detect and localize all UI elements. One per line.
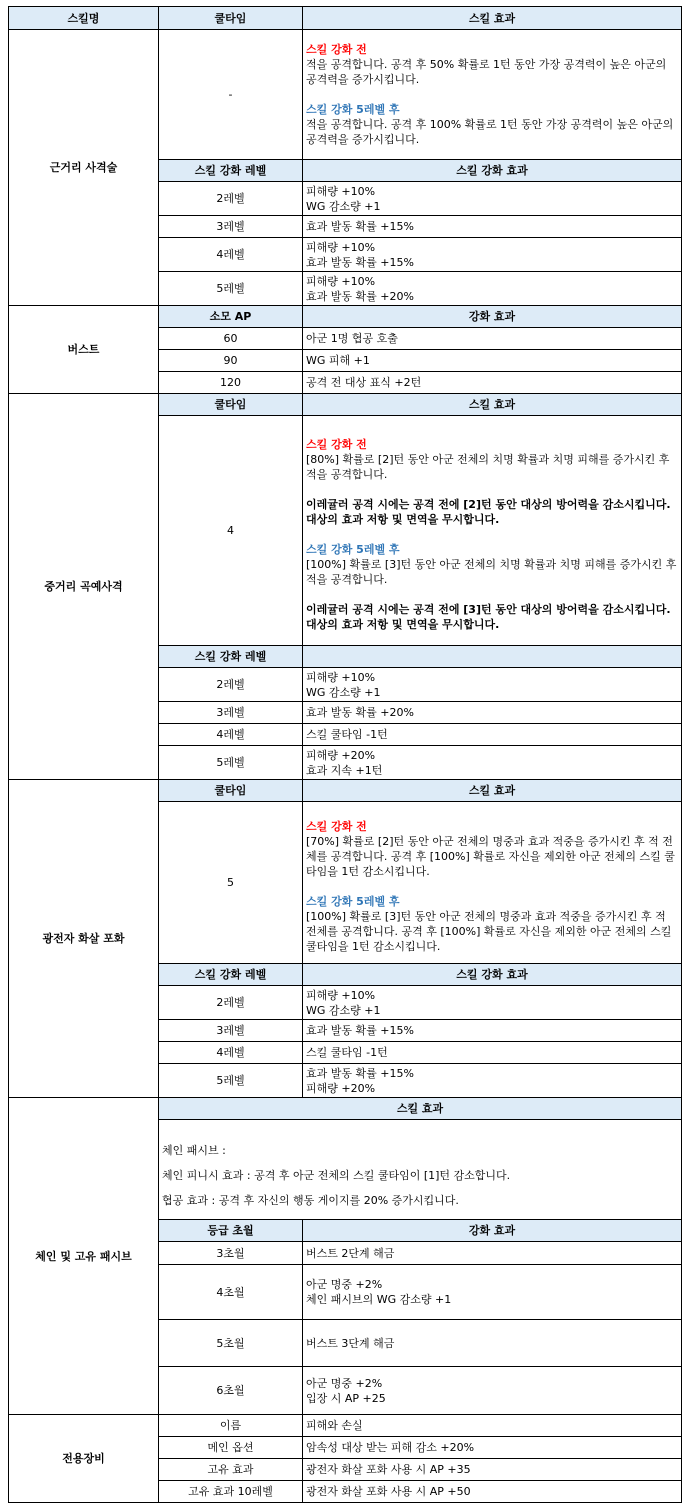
skill3-level: 5레벨 xyxy=(159,746,303,780)
skill4-effect xyxy=(303,802,682,964)
skill4-post-desc: [100%] 확률로 [3]턴 동안 아군 전체의 명중과 효과 적중을 증가시킨 후 적 전체를 공격합니다. 공격 후 [100%] 확률로 자신을 제외한 아군 전체의 스킬 쿨타임을 1턴 감소시킵니다. xyxy=(306,910,672,953)
equip-value: 암속성 대상 받는 피해 감소 +20% xyxy=(303,1437,682,1459)
skill5-grade: 4초월 xyxy=(159,1265,303,1320)
skill3-pre-label: 스킬 강화 전 xyxy=(306,438,367,451)
equip-label: 고유 효과 10레벨 xyxy=(159,1481,303,1503)
skill4-level-effect: 효과 발동 확률 +15% xyxy=(303,1020,682,1042)
skill2-effect: 공격 전 대상 표식 +2턴 xyxy=(303,372,682,394)
skill3-level-effect: 피해량 +20% 효과 지속 +1턴 xyxy=(303,746,682,780)
skill1-level-effect: 피해량 +10% 효과 발동 확률 +15% xyxy=(303,238,682,272)
skill4-effect-header: 스킬 효과 xyxy=(303,780,682,802)
skill5-assist: 협공 효과 : 공격 후 자신의 행동 게이지를 20% 증가시킵니다. xyxy=(162,1194,459,1207)
skill1-level: 3레벨 xyxy=(159,216,303,238)
skill2-name: 버스트 xyxy=(9,306,159,394)
header-cooldown: 쿨타임 xyxy=(159,7,303,30)
skill1-desc-row xyxy=(9,30,682,160)
equip-value: 광전자 화살 포화 사용 시 AP +35 xyxy=(303,1459,682,1481)
skill3-level: 2레벨 xyxy=(159,668,303,702)
skill-table xyxy=(8,6,682,1503)
skill1-level-effect: 효과 발동 확률 +15% xyxy=(303,216,682,238)
skill1-name: 근거리 사격술 xyxy=(9,30,159,306)
skill4-level-effect: 피해량 +10% WG 감소량 +1 xyxy=(303,986,682,1020)
skill3-level-header-label: 스킬 강화 레벨 xyxy=(159,646,303,668)
skill1-post-desc: 적을 공격합니다. 공격 후 100% 확률로 1턴 동안 가장 공격력이 높은 아군의 공격력을 증가시킵니다. xyxy=(306,118,674,146)
skill3-level: 4레벨 xyxy=(159,724,303,746)
skill4-level-effect: 스킬 쿨타임 -1턴 xyxy=(303,1042,682,1064)
skill4-header-row xyxy=(9,780,682,802)
skill3-level: 3레벨 xyxy=(159,702,303,724)
skill4-name: 광전자 화살 포화 xyxy=(9,780,159,1098)
header-skill-effect: 스킬 효과 xyxy=(303,7,682,30)
skill2-effect-header: 강화 효과 xyxy=(303,306,682,328)
skill5-effect xyxy=(159,1120,682,1220)
skill2-ap-header: 소모 AP xyxy=(159,306,303,328)
skill5-grade: 3초월 xyxy=(159,1242,303,1265)
skill2-ap: 60 xyxy=(159,328,303,350)
skill1-level: 4레벨 xyxy=(159,238,303,272)
skill4-level: 4레벨 xyxy=(159,1042,303,1064)
skill5-grade: 5초월 xyxy=(159,1320,303,1367)
skill3-cooldown: 4 xyxy=(159,416,303,646)
skill2-ap: 120 xyxy=(159,372,303,394)
equip-value: 광전자 화살 포화 사용 시 AP +50 xyxy=(303,1481,682,1503)
skill1-pre-desc: 적을 공격합니다. 공격 후 50% 확률로 1턴 동안 가장 공격력이 높은 아군의 공격력을 증가시킵니다. xyxy=(306,58,667,86)
skill5-effect-header: 스킬 효과 xyxy=(159,1098,682,1120)
skill3-post-desc: [100%] 확률로 [3]턴 동안 아군 전체의 치명 확률과 치명 피해를 증가시킨 후 적을 공격합니다. xyxy=(306,558,677,586)
skill5-grade-effect: 아군 명중 +2% 입장 시 AP +25 xyxy=(303,1367,682,1415)
skill5-name: 체인 및 고유 패시브 xyxy=(9,1098,159,1415)
skill4-post-label: 스킬 강화 5레벨 후 xyxy=(306,895,400,908)
skill3-effect xyxy=(303,416,682,646)
skill3-pre-desc: [80%] 확률로 [2]턴 동안 아군 전체의 치명 확률과 치명 피해를 증가시킨 후 적을 공격합니다. xyxy=(306,453,670,481)
equip-value: 피해와 손실 xyxy=(303,1415,682,1437)
skill1-effect xyxy=(303,30,682,160)
skill3-level-effect: 효과 발동 확률 +20% xyxy=(303,702,682,724)
skill4-pre-desc: [70%] 확률로 [2]턴 동안 아군 전체의 명중과 효과 적중을 증가시킨 후 적 전체를 공격합니다. 공격 후 [100%] 확률로 자신을 제외한 아군 전체의 스킬 쿨타임을 1턴 감소시킵니다. xyxy=(306,835,675,878)
skill4-cooldown-header: 쿨타임 xyxy=(159,780,303,802)
skill3-cooldown-header: 쿨타임 xyxy=(159,394,303,416)
skill3-level-header-effect xyxy=(303,646,682,668)
skill1-post-label: 스킬 강화 5레벨 후 xyxy=(306,103,400,116)
skill2-effect: 아군 1명 협공 호출 xyxy=(303,328,682,350)
skill3-post-label: 스킬 강화 5레벨 후 xyxy=(306,543,400,556)
skill1-pre-label: 스킬 강화 전 xyxy=(306,43,367,56)
skill5-header-row xyxy=(9,1098,682,1120)
skill3-name: 중거리 곡예사격 xyxy=(9,394,159,780)
skill2-effect: WG 피해 +1 xyxy=(303,350,682,372)
skill3-level-effect: 피해량 +10% WG 감소량 +1 xyxy=(303,668,682,702)
skill5-grade-effect: 아군 명중 +2% 체인 패시브의 WG 감소량 +1 xyxy=(303,1265,682,1320)
skill4-cooldown: 5 xyxy=(159,802,303,964)
header-row xyxy=(9,7,682,30)
table-row xyxy=(9,1415,682,1437)
skill3-post-irregular: 이레귤러 공격 시에는 공격 전에 [3]턴 동안 대상의 방어력을 감소시킵니다. 대상의 효과 저항 및 면역을 무시합니다. xyxy=(306,603,671,631)
skill2-header-row xyxy=(9,306,682,328)
skill1-cooldown: - xyxy=(159,30,303,160)
skill4-level: 3레벨 xyxy=(159,1020,303,1042)
skill4-pre-label: 스킬 강화 전 xyxy=(306,820,367,833)
skill4-level-effect: 효과 발동 확률 +15% 피해량 +20% xyxy=(303,1064,682,1098)
skill3-level-effect: 스킬 쿨타임 -1턴 xyxy=(303,724,682,746)
skill4-level: 2레벨 xyxy=(159,986,303,1020)
skill1-level: 5레벨 xyxy=(159,272,303,306)
skill1-level-header-effect: 스킬 강화 효과 xyxy=(303,160,682,182)
skill1-level-effect: 피해량 +10% WG 감소량 +1 xyxy=(303,182,682,216)
skill5-grade-effect: 버스트 2단계 해금 xyxy=(303,1242,682,1265)
equip-name: 전용장비 xyxy=(9,1415,159,1503)
skill5-grade-effect: 버스트 3단계 해금 xyxy=(303,1320,682,1367)
skill5-chain-finish: 체인 피니시 효과 : 공격 후 아군 전체의 스킬 쿨타임이 [1]턴 감소합니다. xyxy=(162,1169,511,1182)
skill2-ap: 90 xyxy=(159,350,303,372)
skill5-grade-header-label: 등급 초월 xyxy=(159,1220,303,1242)
skill3-header-row xyxy=(9,394,682,416)
skill1-level-header-label: 스킬 강화 레벨 xyxy=(159,160,303,182)
skill4-level-header-effect: 스킬 강화 효과 xyxy=(303,964,682,986)
equip-label: 메인 옵션 xyxy=(159,1437,303,1459)
skill1-level-effect: 피해량 +10% 효과 발동 확률 +20% xyxy=(303,272,682,306)
skill5-chain-passive: 체인 패시브 : xyxy=(162,1144,226,1157)
header-skill-name: 스킬명 xyxy=(9,7,159,30)
skill3-pre-irregular: 이레귤러 공격 시에는 공격 전에 [2]턴 동안 대상의 방어력을 감소시킵니다. 대상의 효과 저항 및 면역을 무시합니다. xyxy=(306,498,671,526)
skill4-level-header-label: 스킬 강화 레벨 xyxy=(159,964,303,986)
skill4-level: 5레벨 xyxy=(159,1064,303,1098)
skill5-grade: 6초월 xyxy=(159,1367,303,1415)
equip-label: 이름 xyxy=(159,1415,303,1437)
skill1-level: 2레벨 xyxy=(159,182,303,216)
skill5-grade-header-effect: 강화 효과 xyxy=(303,1220,682,1242)
equip-label: 고유 효과 xyxy=(159,1459,303,1481)
skill3-effect-header: 스킬 효과 xyxy=(303,394,682,416)
